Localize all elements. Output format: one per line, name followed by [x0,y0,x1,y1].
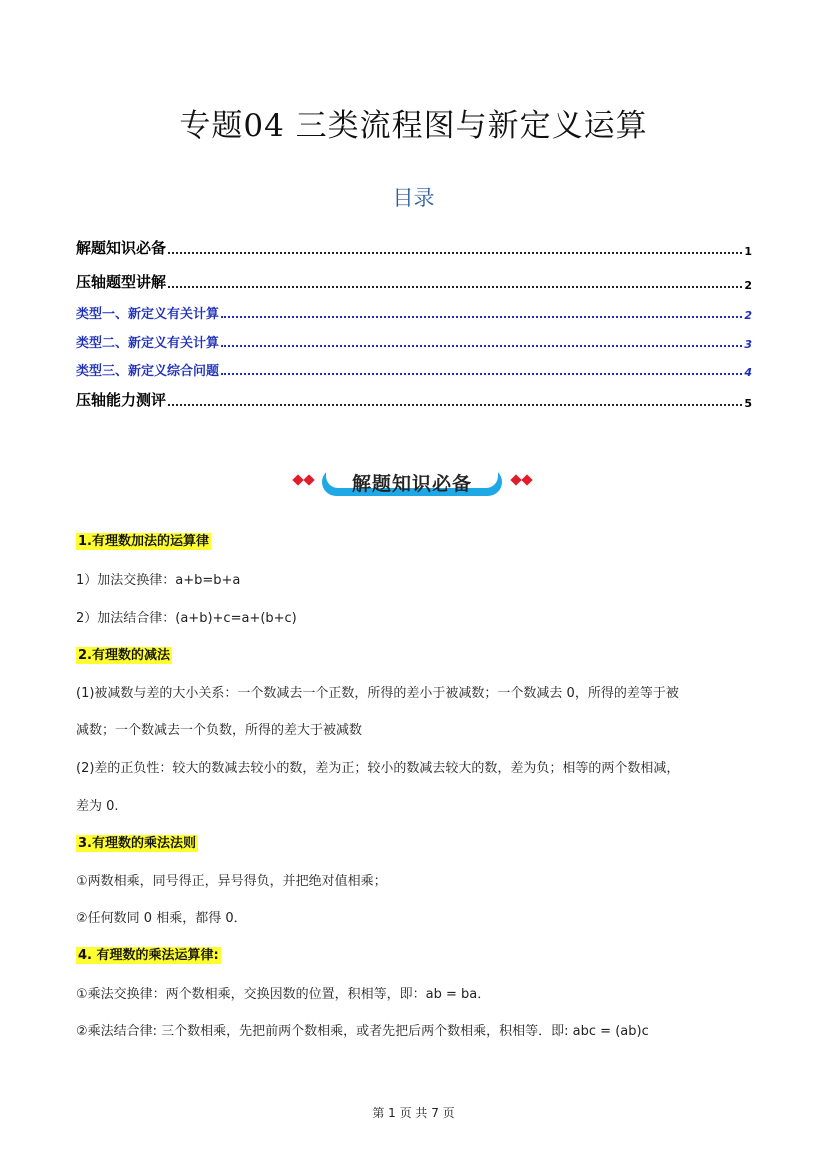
diamond-icon [521,474,532,485]
body-line: ②任何数同 0 相乘，都得 0． [76,911,247,926]
toc-leader-dots [168,252,742,254]
toc-heading: 目录 [392,186,435,210]
body-line: 2）加法结合律：(a+b)+c=a+(b+c) [76,611,297,626]
section-heading [76,530,211,549]
section-heading-text: 1.有理数加法的运算律 [78,534,209,549]
toc-entry-page: 5 [744,397,752,410]
toc-entry-label: 解题知识必备 [76,239,167,257]
toc-entry-page: 4 [744,366,752,379]
body-line: (1)被减数与差的大小关系：一个数减去一个正数，所得的差小于被减数；一个数减去 0，所得的差等于被 [76,686,679,701]
section-heading [76,832,198,851]
page-footer: 第 1 页 共 7 页 [372,1106,455,1120]
body-line: (2)差的正负性：较大的数减去较小的数，差为正；较小的数减去较大的数，差为负；相等的两个数相减， [76,761,680,776]
toc-entry-page: 1 [744,245,752,258]
toc-entry-label: 压轴能力测评 [76,391,167,409]
body-line: 减数；一个数减去一个负数，所得的差大于被减数 [76,723,363,738]
section-banner [290,466,536,502]
body-line: 1）加法交换律：a+b=b+a [76,573,241,588]
diamond-icon [292,474,303,485]
toc-entry-label: 类型一、新定义有关计算 [76,307,220,322]
toc-entry[interactable] [76,303,752,322]
document-title: 专题04 三类流程图与新定义运算 [179,108,648,144]
body-line: 差为 0. [76,799,119,814]
body-line: ①两数相乘，同号得正，异号得负，并把绝对值相乘； [76,874,387,889]
body-line: ②乘法结合律: 三个数相乘，先把前两个数相乘，或者先把后两个数相乘，积相等．即: abc = (ab)c [76,1024,649,1039]
section-heading-text: 3.有理数的乘法法则 [78,836,196,851]
toc-leader-dots [221,316,742,318]
toc-entry[interactable] [76,360,752,379]
toc-leader-dots [168,286,742,288]
toc-entry[interactable] [76,389,752,410]
toc-entry[interactable] [76,332,752,351]
toc-leader-dots [168,404,742,406]
banner-title: 解题知识必备 [351,473,472,495]
toc-entry[interactable] [76,237,752,258]
toc-entry-page: 2 [744,279,752,292]
diamond-icon [510,474,521,485]
toc-leader-dots [221,345,742,347]
toc-leader-dots [221,373,742,375]
toc-entry-page: 2 [744,309,752,322]
section-heading [76,644,172,663]
toc-entry-label: 类型三、新定义综合问题 [76,364,220,379]
section-heading-text: 4. 有理数的乘法运算律: [78,948,219,963]
section-heading [76,944,221,963]
body-line: ①乘法交换律：两个数相乘，交换因数的位置，积相等，即：ab = ba． [76,987,491,1002]
toc-entry-label: 类型二、新定义有关计算 [76,336,220,351]
toc-entry[interactable] [76,271,752,292]
diamond-icon [303,474,314,485]
toc-entry-label: 压轴题型讲解 [76,273,167,291]
section-heading-text: 2.有理数的减法 [78,648,170,663]
toc-entry-page: 3 [744,338,752,351]
